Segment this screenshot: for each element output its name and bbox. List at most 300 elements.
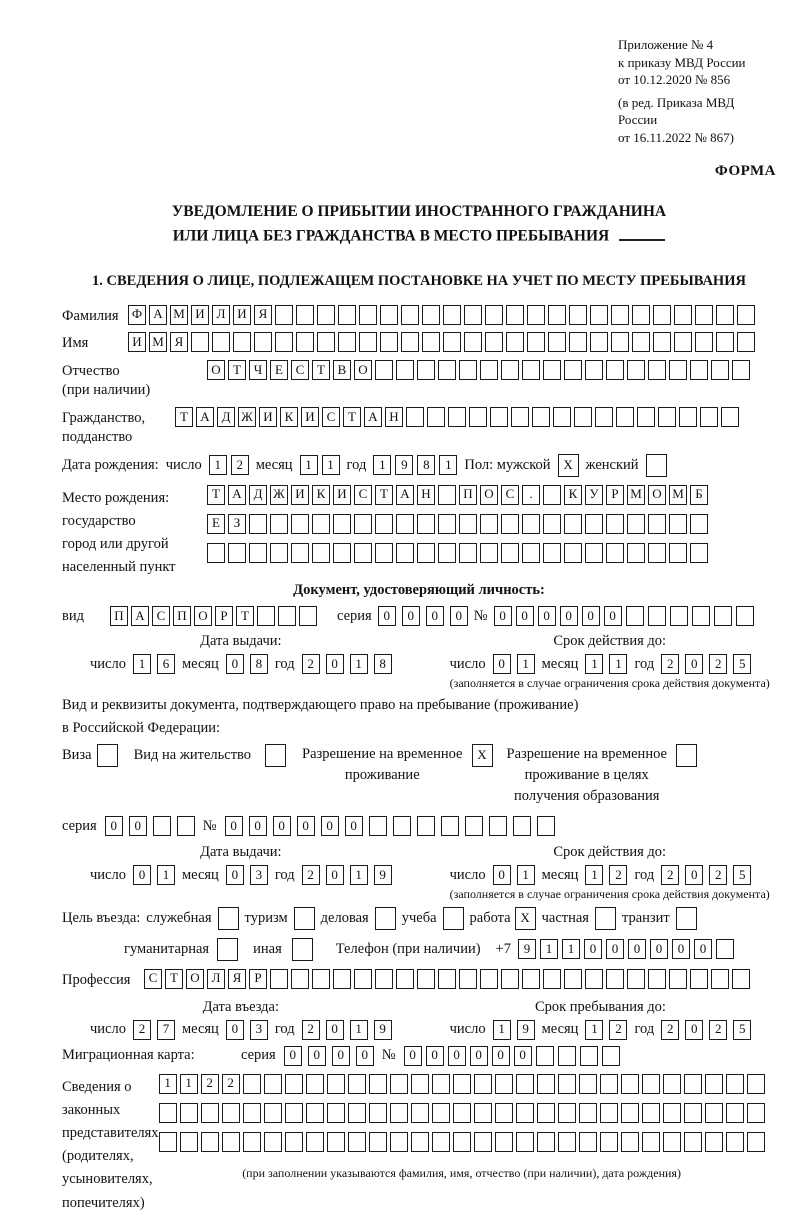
char-box[interactable] [443, 332, 461, 352]
char-box[interactable]: Р [249, 969, 267, 989]
char-box[interactable] [648, 360, 666, 380]
char-box[interactable] [294, 907, 315, 930]
char-box[interactable]: 3 [250, 1020, 268, 1040]
char-box[interactable] [243, 1132, 261, 1152]
char-box[interactable] [690, 969, 708, 989]
char-box[interactable] [217, 938, 238, 961]
char-box[interactable]: 0 [470, 1046, 488, 1066]
char-box[interactable]: А [228, 485, 246, 505]
char-box[interactable] [495, 1074, 513, 1094]
char-box[interactable] [537, 1074, 555, 1094]
char-box[interactable] [474, 1103, 492, 1123]
char-box[interactable] [270, 514, 288, 534]
char-box[interactable] [375, 907, 396, 930]
char-box[interactable]: 0 [606, 939, 624, 959]
char-box[interactable] [495, 1132, 513, 1152]
char-box[interactable] [495, 1103, 513, 1123]
char-box[interactable] [159, 1132, 177, 1152]
char-box[interactable] [711, 360, 729, 380]
char-box[interactable] [737, 332, 755, 352]
char-box[interactable]: 1 [159, 1074, 177, 1094]
char-box[interactable] [480, 514, 498, 534]
char-box[interactable] [97, 744, 118, 767]
char-box[interactable] [354, 969, 372, 989]
char-box[interactable] [465, 816, 483, 836]
char-box[interactable] [333, 543, 351, 563]
char-box[interactable] [642, 1103, 660, 1123]
char-box[interactable] [278, 606, 296, 626]
char-box[interactable]: И [333, 485, 351, 505]
char-box[interactable]: 1 [133, 654, 151, 674]
char-box[interactable] [485, 305, 503, 325]
char-box[interactable] [270, 543, 288, 563]
char-box[interactable] [489, 816, 507, 836]
char-box[interactable]: Т [343, 407, 361, 427]
char-box[interactable]: Д [217, 407, 235, 427]
char-box[interactable]: 2 [661, 1020, 679, 1040]
char-box[interactable] [375, 360, 393, 380]
char-box[interactable] [180, 1132, 198, 1152]
char-box[interactable]: Т [236, 606, 254, 626]
char-box[interactable]: 5 [733, 865, 751, 885]
char-box[interactable] [564, 969, 582, 989]
char-box[interactable]: 0 [448, 1046, 466, 1066]
char-box[interactable] [564, 360, 582, 380]
char-box[interactable]: О [207, 360, 225, 380]
char-box[interactable]: И [128, 332, 146, 352]
char-box[interactable] [257, 606, 275, 626]
char-box[interactable]: 0 [493, 654, 511, 674]
char-box[interactable] [527, 332, 545, 352]
char-box[interactable] [375, 969, 393, 989]
char-box[interactable]: 1 [517, 865, 535, 885]
char-box[interactable]: 0 [492, 1046, 510, 1066]
char-box[interactable]: 2 [302, 654, 320, 674]
char-box[interactable] [469, 407, 487, 427]
char-box[interactable] [705, 1074, 723, 1094]
char-box[interactable] [317, 332, 335, 352]
char-box[interactable]: 1 [493, 1020, 511, 1040]
char-box[interactable] [212, 332, 230, 352]
char-box[interactable] [536, 1046, 554, 1066]
char-box[interactable] [537, 1132, 555, 1152]
char-box[interactable] [553, 407, 571, 427]
char-box[interactable] [396, 543, 414, 563]
char-box[interactable] [543, 969, 561, 989]
char-box[interactable] [291, 543, 309, 563]
char-box[interactable]: Б [690, 485, 708, 505]
char-box[interactable] [490, 407, 508, 427]
char-box[interactable] [432, 1103, 450, 1123]
char-box[interactable] [674, 305, 692, 325]
char-box[interactable] [747, 1103, 765, 1123]
char-box[interactable]: И [301, 407, 319, 427]
char-box[interactable] [396, 969, 414, 989]
char-box[interactable] [611, 332, 629, 352]
char-box[interactable] [354, 543, 372, 563]
char-box[interactable] [501, 543, 519, 563]
form-number-blank[interactable] [619, 223, 665, 241]
char-box[interactable]: X [472, 744, 493, 767]
char-box[interactable] [621, 1132, 639, 1152]
char-box[interactable] [642, 1074, 660, 1094]
char-box[interactable]: Я [228, 969, 246, 989]
char-box[interactable]: X [515, 907, 536, 930]
char-box[interactable] [249, 543, 267, 563]
char-box[interactable] [285, 1103, 303, 1123]
char-box[interactable]: 0 [326, 865, 344, 885]
char-box[interactable]: Ф [128, 305, 146, 325]
char-box[interactable]: 2 [609, 865, 627, 885]
char-box[interactable] [432, 1132, 450, 1152]
char-box[interactable]: 0 [332, 1046, 350, 1066]
char-box[interactable] [501, 360, 519, 380]
char-box[interactable]: 2 [709, 865, 727, 885]
char-box[interactable] [201, 1132, 219, 1152]
char-box[interactable] [737, 305, 755, 325]
char-box[interactable]: Т [207, 485, 225, 505]
char-box[interactable] [417, 514, 435, 534]
char-box[interactable] [228, 543, 246, 563]
char-box[interactable]: 0 [249, 816, 267, 836]
char-box[interactable] [438, 360, 456, 380]
char-box[interactable]: 9 [374, 1020, 392, 1040]
char-box[interactable] [543, 514, 561, 534]
char-box[interactable] [543, 543, 561, 563]
char-box[interactable] [207, 543, 225, 563]
char-box[interactable] [716, 332, 734, 352]
char-box[interactable] [285, 1132, 303, 1152]
char-box[interactable] [453, 1103, 471, 1123]
char-box[interactable] [648, 543, 666, 563]
char-box[interactable]: 2 [661, 654, 679, 674]
char-box[interactable] [585, 969, 603, 989]
char-box[interactable]: . [522, 485, 540, 505]
char-box[interactable] [714, 606, 732, 626]
char-box[interactable] [595, 907, 616, 930]
char-box[interactable]: 2 [133, 1020, 151, 1040]
char-box[interactable] [726, 1132, 744, 1152]
char-box[interactable] [296, 305, 314, 325]
char-box[interactable]: 2 [201, 1074, 219, 1094]
char-box[interactable] [264, 1132, 282, 1152]
char-box[interactable]: 0 [584, 939, 602, 959]
char-box[interactable]: С [354, 485, 372, 505]
char-box[interactable] [590, 305, 608, 325]
char-box[interactable] [348, 1103, 366, 1123]
char-box[interactable] [721, 407, 739, 427]
char-box[interactable]: 0 [426, 606, 444, 626]
char-box[interactable] [291, 514, 309, 534]
char-box[interactable] [648, 606, 666, 626]
char-box[interactable] [690, 514, 708, 534]
char-box[interactable]: 3 [250, 865, 268, 885]
char-box[interactable] [606, 360, 624, 380]
char-box[interactable] [663, 1074, 681, 1094]
char-box[interactable]: Т [312, 360, 330, 380]
char-box[interactable] [312, 543, 330, 563]
char-box[interactable]: Р [606, 485, 624, 505]
char-box[interactable] [501, 514, 519, 534]
char-box[interactable]: 0 [378, 606, 396, 626]
char-box[interactable]: 1 [585, 654, 603, 674]
char-box[interactable]: 0 [226, 654, 244, 674]
char-box[interactable]: К [280, 407, 298, 427]
char-box[interactable]: 1 [585, 1020, 603, 1040]
char-box[interactable]: 1 [373, 455, 391, 475]
char-box[interactable] [306, 1132, 324, 1152]
char-box[interactable]: А [364, 407, 382, 427]
char-box[interactable] [676, 744, 697, 767]
char-box[interactable]: 0 [226, 1020, 244, 1040]
char-box[interactable]: 1 [157, 865, 175, 885]
char-box[interactable] [522, 969, 540, 989]
char-box[interactable] [684, 1103, 702, 1123]
char-box[interactable]: 1 [209, 455, 227, 475]
char-box[interactable] [648, 514, 666, 534]
char-box[interactable] [422, 305, 440, 325]
char-box[interactable] [369, 1103, 387, 1123]
char-box[interactable] [243, 1074, 261, 1094]
char-box[interactable]: С [291, 360, 309, 380]
char-box[interactable] [291, 969, 309, 989]
char-box[interactable]: 0 [426, 1046, 444, 1066]
char-box[interactable] [716, 305, 734, 325]
char-box[interactable]: 0 [284, 1046, 302, 1066]
char-box[interactable] [670, 606, 688, 626]
char-box[interactable] [485, 332, 503, 352]
char-box[interactable]: 2 [609, 1020, 627, 1040]
char-box[interactable] [684, 1074, 702, 1094]
char-box[interactable]: 0 [604, 606, 622, 626]
char-box[interactable]: С [144, 969, 162, 989]
char-box[interactable]: 0 [356, 1046, 374, 1066]
char-box[interactable]: 0 [514, 1046, 532, 1066]
char-box[interactable] [646, 454, 667, 477]
char-box[interactable] [411, 1132, 429, 1152]
char-box[interactable] [516, 1074, 534, 1094]
char-box[interactable] [348, 1074, 366, 1094]
char-box[interactable]: 0 [133, 865, 151, 885]
char-box[interactable] [180, 1103, 198, 1123]
char-box[interactable]: 0 [582, 606, 600, 626]
char-box[interactable]: Ж [238, 407, 256, 427]
char-box[interactable] [626, 606, 644, 626]
char-box[interactable] [459, 514, 477, 534]
char-box[interactable]: Е [207, 514, 225, 534]
char-box[interactable]: С [152, 606, 170, 626]
char-box[interactable] [590, 332, 608, 352]
char-box[interactable] [674, 332, 692, 352]
char-box[interactable] [422, 332, 440, 352]
char-box[interactable] [726, 1074, 744, 1094]
char-box[interactable] [564, 514, 582, 534]
char-box[interactable]: И [191, 305, 209, 325]
char-box[interactable] [427, 407, 445, 427]
char-box[interactable] [684, 1132, 702, 1152]
char-box[interactable] [747, 1132, 765, 1152]
char-box[interactable]: 8 [417, 455, 435, 475]
char-box[interactable]: М [669, 485, 687, 505]
char-box[interactable] [201, 1103, 219, 1123]
char-box[interactable] [669, 969, 687, 989]
char-box[interactable]: Ч [249, 360, 267, 380]
char-box[interactable]: С [501, 485, 519, 505]
char-box[interactable]: П [173, 606, 191, 626]
char-box[interactable] [653, 332, 671, 352]
char-box[interactable] [558, 1046, 576, 1066]
char-box[interactable]: 0 [326, 654, 344, 674]
char-box[interactable] [653, 305, 671, 325]
char-box[interactable]: 0 [538, 606, 556, 626]
char-box[interactable] [558, 1132, 576, 1152]
char-box[interactable]: 5 [733, 654, 751, 674]
char-box[interactable] [663, 1103, 681, 1123]
char-box[interactable] [443, 907, 464, 930]
char-box[interactable] [448, 407, 466, 427]
char-box[interactable] [380, 305, 398, 325]
char-box[interactable] [527, 305, 545, 325]
char-box[interactable] [543, 485, 561, 505]
char-box[interactable]: 0 [685, 865, 703, 885]
char-box[interactable] [417, 360, 435, 380]
char-box[interactable]: 0 [560, 606, 578, 626]
char-box[interactable] [317, 305, 335, 325]
char-box[interactable]: А [196, 407, 214, 427]
char-box[interactable]: 1 [300, 455, 318, 475]
char-box[interactable]: А [131, 606, 149, 626]
char-box[interactable] [595, 407, 613, 427]
char-box[interactable]: 9 [374, 865, 392, 885]
char-box[interactable] [627, 969, 645, 989]
char-box[interactable] [474, 1132, 492, 1152]
char-box[interactable] [275, 332, 293, 352]
char-box[interactable]: X [558, 454, 579, 477]
char-box[interactable] [522, 543, 540, 563]
char-box[interactable] [375, 543, 393, 563]
char-box[interactable] [705, 1132, 723, 1152]
char-box[interactable]: 0 [226, 865, 244, 885]
char-box[interactable] [627, 543, 645, 563]
char-box[interactable] [632, 332, 650, 352]
char-box[interactable] [299, 606, 317, 626]
char-box[interactable] [692, 606, 710, 626]
char-box[interactable] [606, 514, 624, 534]
char-box[interactable] [564, 543, 582, 563]
char-box[interactable]: Т [375, 485, 393, 505]
char-box[interactable] [522, 360, 540, 380]
char-box[interactable]: Н [385, 407, 403, 427]
char-box[interactable]: К [312, 485, 330, 505]
char-box[interactable] [401, 332, 419, 352]
char-box[interactable]: 0 [225, 816, 243, 836]
char-box[interactable]: 9 [518, 939, 536, 959]
char-box[interactable] [569, 332, 587, 352]
char-box[interactable] [600, 1074, 618, 1094]
char-box[interactable]: 2 [302, 1020, 320, 1040]
char-box[interactable] [393, 816, 411, 836]
char-box[interactable] [390, 1132, 408, 1152]
char-box[interactable] [401, 305, 419, 325]
char-box[interactable] [579, 1132, 597, 1152]
char-box[interactable] [532, 407, 550, 427]
char-box[interactable] [390, 1103, 408, 1123]
char-box[interactable]: П [459, 485, 477, 505]
char-box[interactable]: 1 [609, 654, 627, 674]
char-box[interactable]: 1 [540, 939, 558, 959]
char-box[interactable]: 0 [345, 816, 363, 836]
char-box[interactable] [438, 485, 456, 505]
char-box[interactable]: 0 [273, 816, 291, 836]
char-box[interactable] [606, 969, 624, 989]
char-box[interactable] [663, 1132, 681, 1152]
char-box[interactable]: 0 [494, 606, 512, 626]
char-box[interactable]: М [149, 332, 167, 352]
char-box[interactable] [690, 360, 708, 380]
char-box[interactable] [222, 1132, 240, 1152]
char-box[interactable] [359, 332, 377, 352]
char-box[interactable] [548, 305, 566, 325]
char-box[interactable] [275, 305, 293, 325]
char-box[interactable] [705, 1103, 723, 1123]
char-box[interactable] [222, 1103, 240, 1123]
char-box[interactable]: 1 [350, 654, 368, 674]
char-box[interactable] [375, 514, 393, 534]
char-box[interactable] [695, 332, 713, 352]
char-box[interactable]: Я [170, 332, 188, 352]
char-box[interactable] [669, 543, 687, 563]
char-box[interactable] [270, 969, 288, 989]
char-box[interactable] [453, 1132, 471, 1152]
char-box[interactable] [600, 1103, 618, 1123]
char-box[interactable] [501, 969, 519, 989]
char-box[interactable] [265, 744, 286, 767]
char-box[interactable]: 8 [250, 654, 268, 674]
char-box[interactable] [700, 407, 718, 427]
char-box[interactable]: 0 [326, 1020, 344, 1040]
char-box[interactable]: 0 [402, 606, 420, 626]
char-box[interactable]: 1 [180, 1074, 198, 1094]
char-box[interactable] [306, 1074, 324, 1094]
char-box[interactable] [254, 332, 272, 352]
char-box[interactable]: И [291, 485, 309, 505]
char-box[interactable]: Е [270, 360, 288, 380]
char-box[interactable]: Т [228, 360, 246, 380]
char-box[interactable] [600, 1132, 618, 1152]
char-box[interactable] [579, 1074, 597, 1094]
char-box[interactable] [369, 816, 387, 836]
char-box[interactable] [579, 1103, 597, 1123]
char-box[interactable]: 0 [404, 1046, 422, 1066]
char-box[interactable] [159, 1103, 177, 1123]
char-box[interactable] [369, 1074, 387, 1094]
char-box[interactable] [327, 1132, 345, 1152]
char-box[interactable]: 1 [350, 1020, 368, 1040]
char-box[interactable] [585, 543, 603, 563]
char-box[interactable] [548, 332, 566, 352]
char-box[interactable]: 0 [450, 606, 468, 626]
char-box[interactable] [264, 1103, 282, 1123]
char-box[interactable] [417, 969, 435, 989]
char-box[interactable] [177, 816, 195, 836]
char-box[interactable]: 0 [297, 816, 315, 836]
char-box[interactable] [574, 407, 592, 427]
char-box[interactable] [602, 1046, 620, 1066]
char-box[interactable]: 0 [105, 816, 123, 836]
char-box[interactable] [333, 514, 351, 534]
char-box[interactable]: Л [212, 305, 230, 325]
char-box[interactable]: С [322, 407, 340, 427]
